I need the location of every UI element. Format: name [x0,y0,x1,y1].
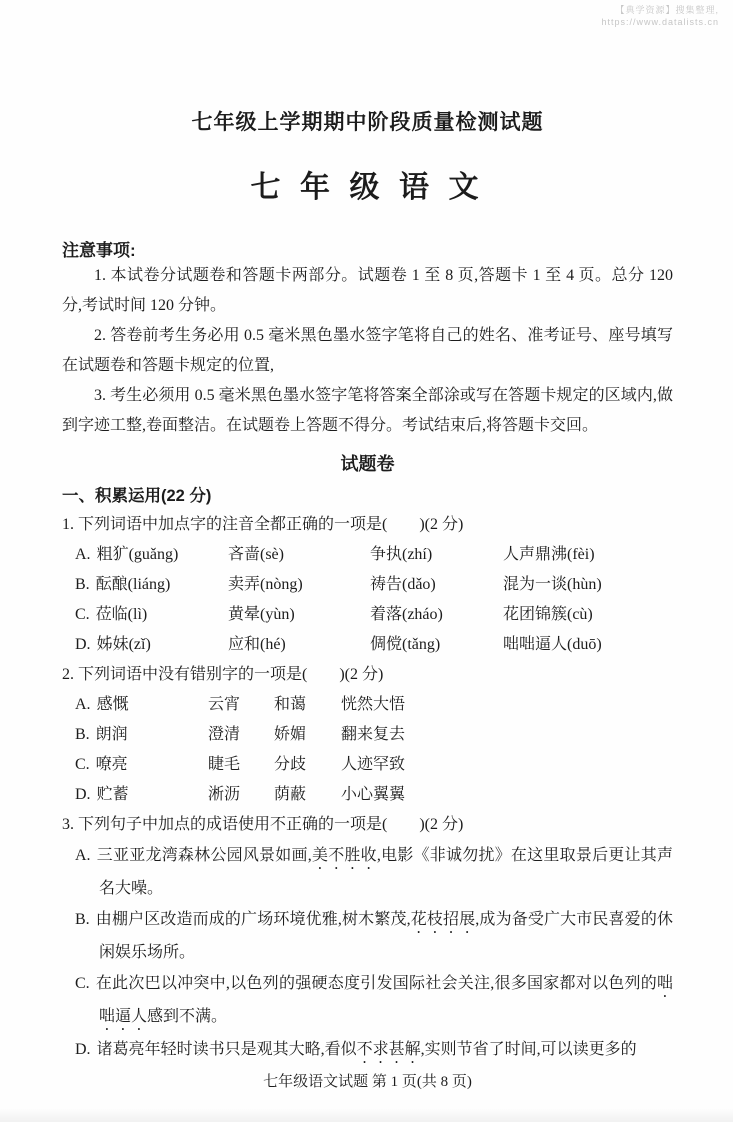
option-word: 娇媚 [274,726,307,743]
option-text: 感到不满。 [147,1008,228,1025]
exam-subtitle: 七年级上学期期中阶段质量检测试题 [191,111,544,134]
option-word: 花团锦簇(cù) [503,606,593,623]
option-word: 争执(zhí) [370,546,433,563]
page-footer: 七年级语文试题 第 1 页(共 8 页) [263,1074,472,1090]
option-text: 在此次巴以冲突中,以色列的强硬态度引发国际社会关注,很多国家都对以色列的 [95,975,657,992]
option-text: ,电影《非诚勿扰》在这里取景后更让其声名大噪。 [99,847,673,897]
option-word: 恍然大悟 [341,696,406,713]
option-text: ,成为备受广大市民喜爱的休闲娱乐场所。 [99,911,673,961]
option-word: 澄清 [208,726,241,743]
option-word: 祷告(dǎo) [370,576,436,593]
option-text: ,实则节省了时间,可以读更多的 [420,1041,637,1058]
option-word: 莅临(lì) [95,606,148,623]
option-label: D. [75,636,91,653]
option-word: 嘹亮 [95,756,128,773]
notice-heading: 注意事项: [62,241,136,260]
option-word: 倜傥(tǎng) [370,636,441,653]
option-cell [75,540,228,570]
option-word: 着落(zháo) [370,606,443,623]
notice-item-2: 2. 答卷前考生务必用 0.5 毫米黑色墨水签字笔将自己的姓名、准考证号、座号填写在试题卷和答题卡规定的位置, [62,327,673,374]
option-word: 云宵 [208,696,241,713]
option-word: 应和(hé) [228,636,286,653]
option-word: 姊妹(zǐ) [96,636,151,653]
option-cell [75,690,208,720]
option-word: 人迹罕致 [341,756,406,773]
option-label: B. [75,726,90,743]
option-cell [75,570,228,600]
option-word: 吝啬(sè) [228,546,284,563]
option-label: C. [75,975,90,992]
page-title: 七 年 级 语 文 [250,171,485,204]
question-1-option-row-a [62,540,673,570]
emphasized-idiom: 不求甚解 [356,1041,421,1058]
option-word: 粗犷(guǎng) [96,546,179,563]
question-1-option-row-b [62,570,673,600]
option-label: A. [75,847,91,864]
option-word: 人声鼎沸(fèi) [503,546,595,563]
option-label: A. [75,696,91,713]
option-word: 分歧 [274,756,307,773]
option-cell [75,750,208,780]
option-word: 黄晕(yùn) [228,606,295,623]
option-cell [75,600,228,630]
option-word: 感慨 [96,696,129,713]
option-label: B. [75,911,90,928]
option-word: 和蔼 [274,696,307,713]
option-word: 淅沥 [208,786,241,803]
question-3-option-b [75,904,673,968]
emphasized-idiom: 咄咄逼人 [99,975,673,1025]
emphasized-idiom: 美不胜收 [311,847,377,864]
option-cell [75,780,208,810]
question-3-option-c [75,968,673,1034]
option-word: 卖弄(nòng) [228,576,303,593]
scan-bottom-shading [0,1108,733,1122]
question-1-option-row-d [62,630,673,660]
option-word: 翻来复去 [341,726,406,743]
watermark-url-line: https://www.datalists.cn [601,17,719,27]
question-3-option-d [75,1034,673,1067]
notice-section [62,236,673,441]
option-word: 酝酿(liáng) [95,576,171,593]
question-2-option-row-c [62,750,673,780]
question-2-option-row-d [62,780,673,810]
option-text: 由棚户区改造而成的广场环境优雅,树木繁茂, [95,911,411,928]
option-label: C. [75,606,90,623]
question-2-stem: 2. 下列词语中没有错别字的一项是( )(2 分) [62,666,384,683]
option-label: D. [75,786,91,803]
option-word: 小心翼翼 [341,786,406,803]
question-1-stem: 1. 下列词语中加点字的注音全都正确的一项是( )(2 分) [62,516,464,533]
question-1-option-row-c [62,600,673,630]
notice-item-1: 1. 本试卷分试题卷和答题卡两部分。试题卷 1 至 8 页,答题卡 1 至 4 页。总分 120 分,考试时间 120 分钟。 [62,267,673,314]
option-label: C. [75,756,90,773]
watermark [601,4,719,28]
option-word: 混为一谈(hùn) [503,576,602,593]
section-title: 试题卷 [340,454,395,474]
watermark-source-line: 【典学资源】搜集整理, [615,5,719,15]
question-2-option-row-a [62,690,673,720]
option-cell [75,720,208,750]
question-2-option-row-b [62,720,673,750]
option-label: A. [75,546,91,563]
option-cell [75,630,228,660]
option-word: 咄咄逼人(duō) [503,636,602,653]
notice-item-3: 3. 考生必须用 0.5 毫米黑色墨水签字笔将答案全部涂或写在答题卡规定的区域内,做到字迹工整,卷面整洁。在试题卷上答题不得分。考试结束后,将答题卡交回。 [62,387,673,434]
option-text: 诸葛亮年轻时读书只是观其大略,看似 [96,1041,357,1058]
question-3-option-a [75,840,673,904]
option-text: 三亚亚龙湾森林公园风景如画, [96,847,312,864]
question-3-stem: 3. 下列句子中加点的成语使用不正确的一项是( )(2 分) [62,816,464,833]
option-word: 朗润 [95,726,128,743]
option-word: 贮蓄 [96,786,129,803]
option-word: 荫蔽 [274,786,307,803]
option-word: 睫毛 [208,756,241,773]
option-label: D. [75,1041,91,1058]
emphasized-idiom: 花枝招展 [410,911,476,928]
part1-heading: 一、积累运用(22 分) [62,487,212,505]
option-label: B. [75,576,90,593]
